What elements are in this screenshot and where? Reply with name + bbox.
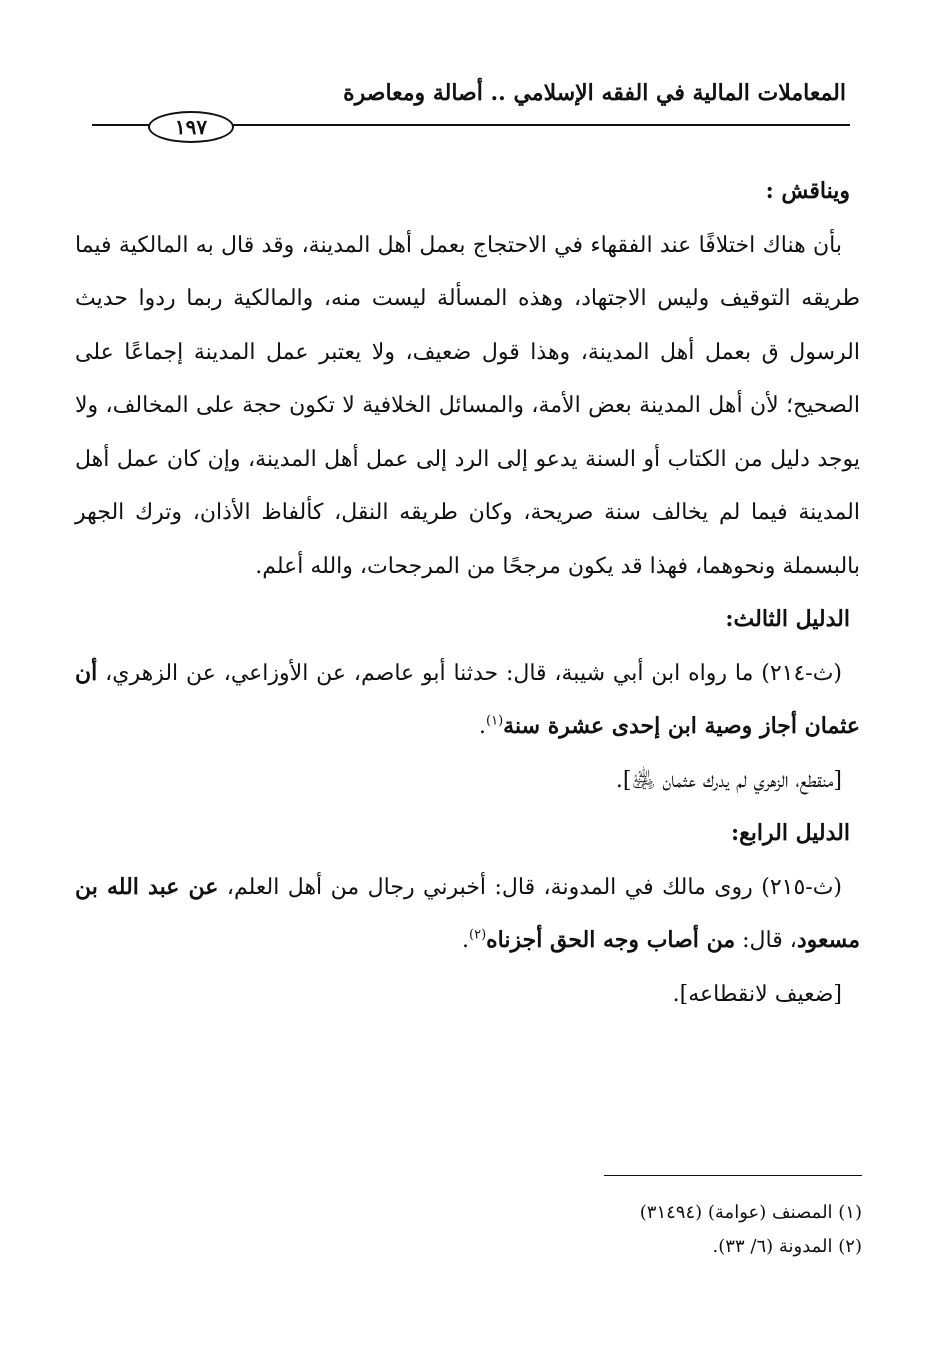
athar-215-text: من أصاب وجه الحق أجزناه (486, 927, 736, 953)
third-evidence-heading: الدليل الثالث: (725, 606, 850, 632)
athar-215-mid: ، قال: (735, 928, 797, 953)
athar-214-grade: [منقطع، الزهري لم يدرك عثمان ﵁]. (615, 767, 842, 793)
athar-215-grade: [ضعيف لانقطاعه]. (672, 981, 842, 1007)
footnote-2: (٢) المدونة (٦/ ٣٣). (712, 1236, 862, 1257)
athar-214-text: أن عثمان أجاز وصية ابن إحدى عشرة سنة (75, 659, 860, 739)
athar-215-paragraph (75, 861, 860, 968)
athar-215-end: . (462, 928, 469, 953)
running-header-title: المعاملات المالية في الفقه الإسلامي .. أصالة ومعاصرة (343, 80, 846, 106)
athar-214-paragraph (75, 647, 860, 754)
athar-215-intro: (ث-٢١٥) روى مالك في المدونة، قال: أخبرني رجال من أهل العلم، (218, 874, 843, 900)
athar-214-end: . (479, 714, 487, 739)
footnote-ref-1: (١) (486, 713, 504, 729)
page-number: ١٩٧ (148, 111, 234, 143)
footnote-ref-2: (٢) (469, 927, 487, 943)
athar-215-narrator: عن عبد الله بن مسعود (75, 873, 860, 953)
discussion-label: ويناقش : (765, 178, 850, 204)
fourth-evidence-heading: الدليل الرابع: (730, 820, 850, 846)
body-text (75, 165, 860, 1021)
footnote-rule (604, 1175, 862, 1176)
discussion-paragraph: بأن هناك اختلافًا عند الفقهاء في الاحتجاج بعمل أهل المدينة، وقد قال به المالكية فيما طريقه التوقيف وليس الاجتهاد، وهذه المسألة ليست منه، والمالكية ربما ردوا حديث الرسول ق بعمل أهل المدينة، وهذا قول ضعيف، ولا يعتبر عمل المدينة إجماعًا على الصحيح؛ لأن أهل المدينة بعض الأمة، والمسائل الخلافية لا تكون حجة على المخالف، ولا يوجد دليل من الكتاب أو السنة يدعو إلى الرد إلى عمل أهل المدينة، وإن كان عمل أهل المدينة فيما لم يخالف سنة صريحة، وكان طريقه النقل، كألفاظ الأذان، وترك الجهر بالبسملة ونحوهما، فهذا قد يكون مرجحًا من المرجحات، والله أعلم. (75, 232, 860, 579)
athar-214-intro: (ث-٢١٤) ما رواه ابن أبي شيبة، قال: حدثنا أبو عاصم، عن الأوزاعي، عن الزهري، (97, 660, 842, 686)
footnotes (442, 1196, 862, 1264)
footnote-1: (١) المصنف (عوامة) (٣١٤٩٤) (639, 1202, 862, 1223)
